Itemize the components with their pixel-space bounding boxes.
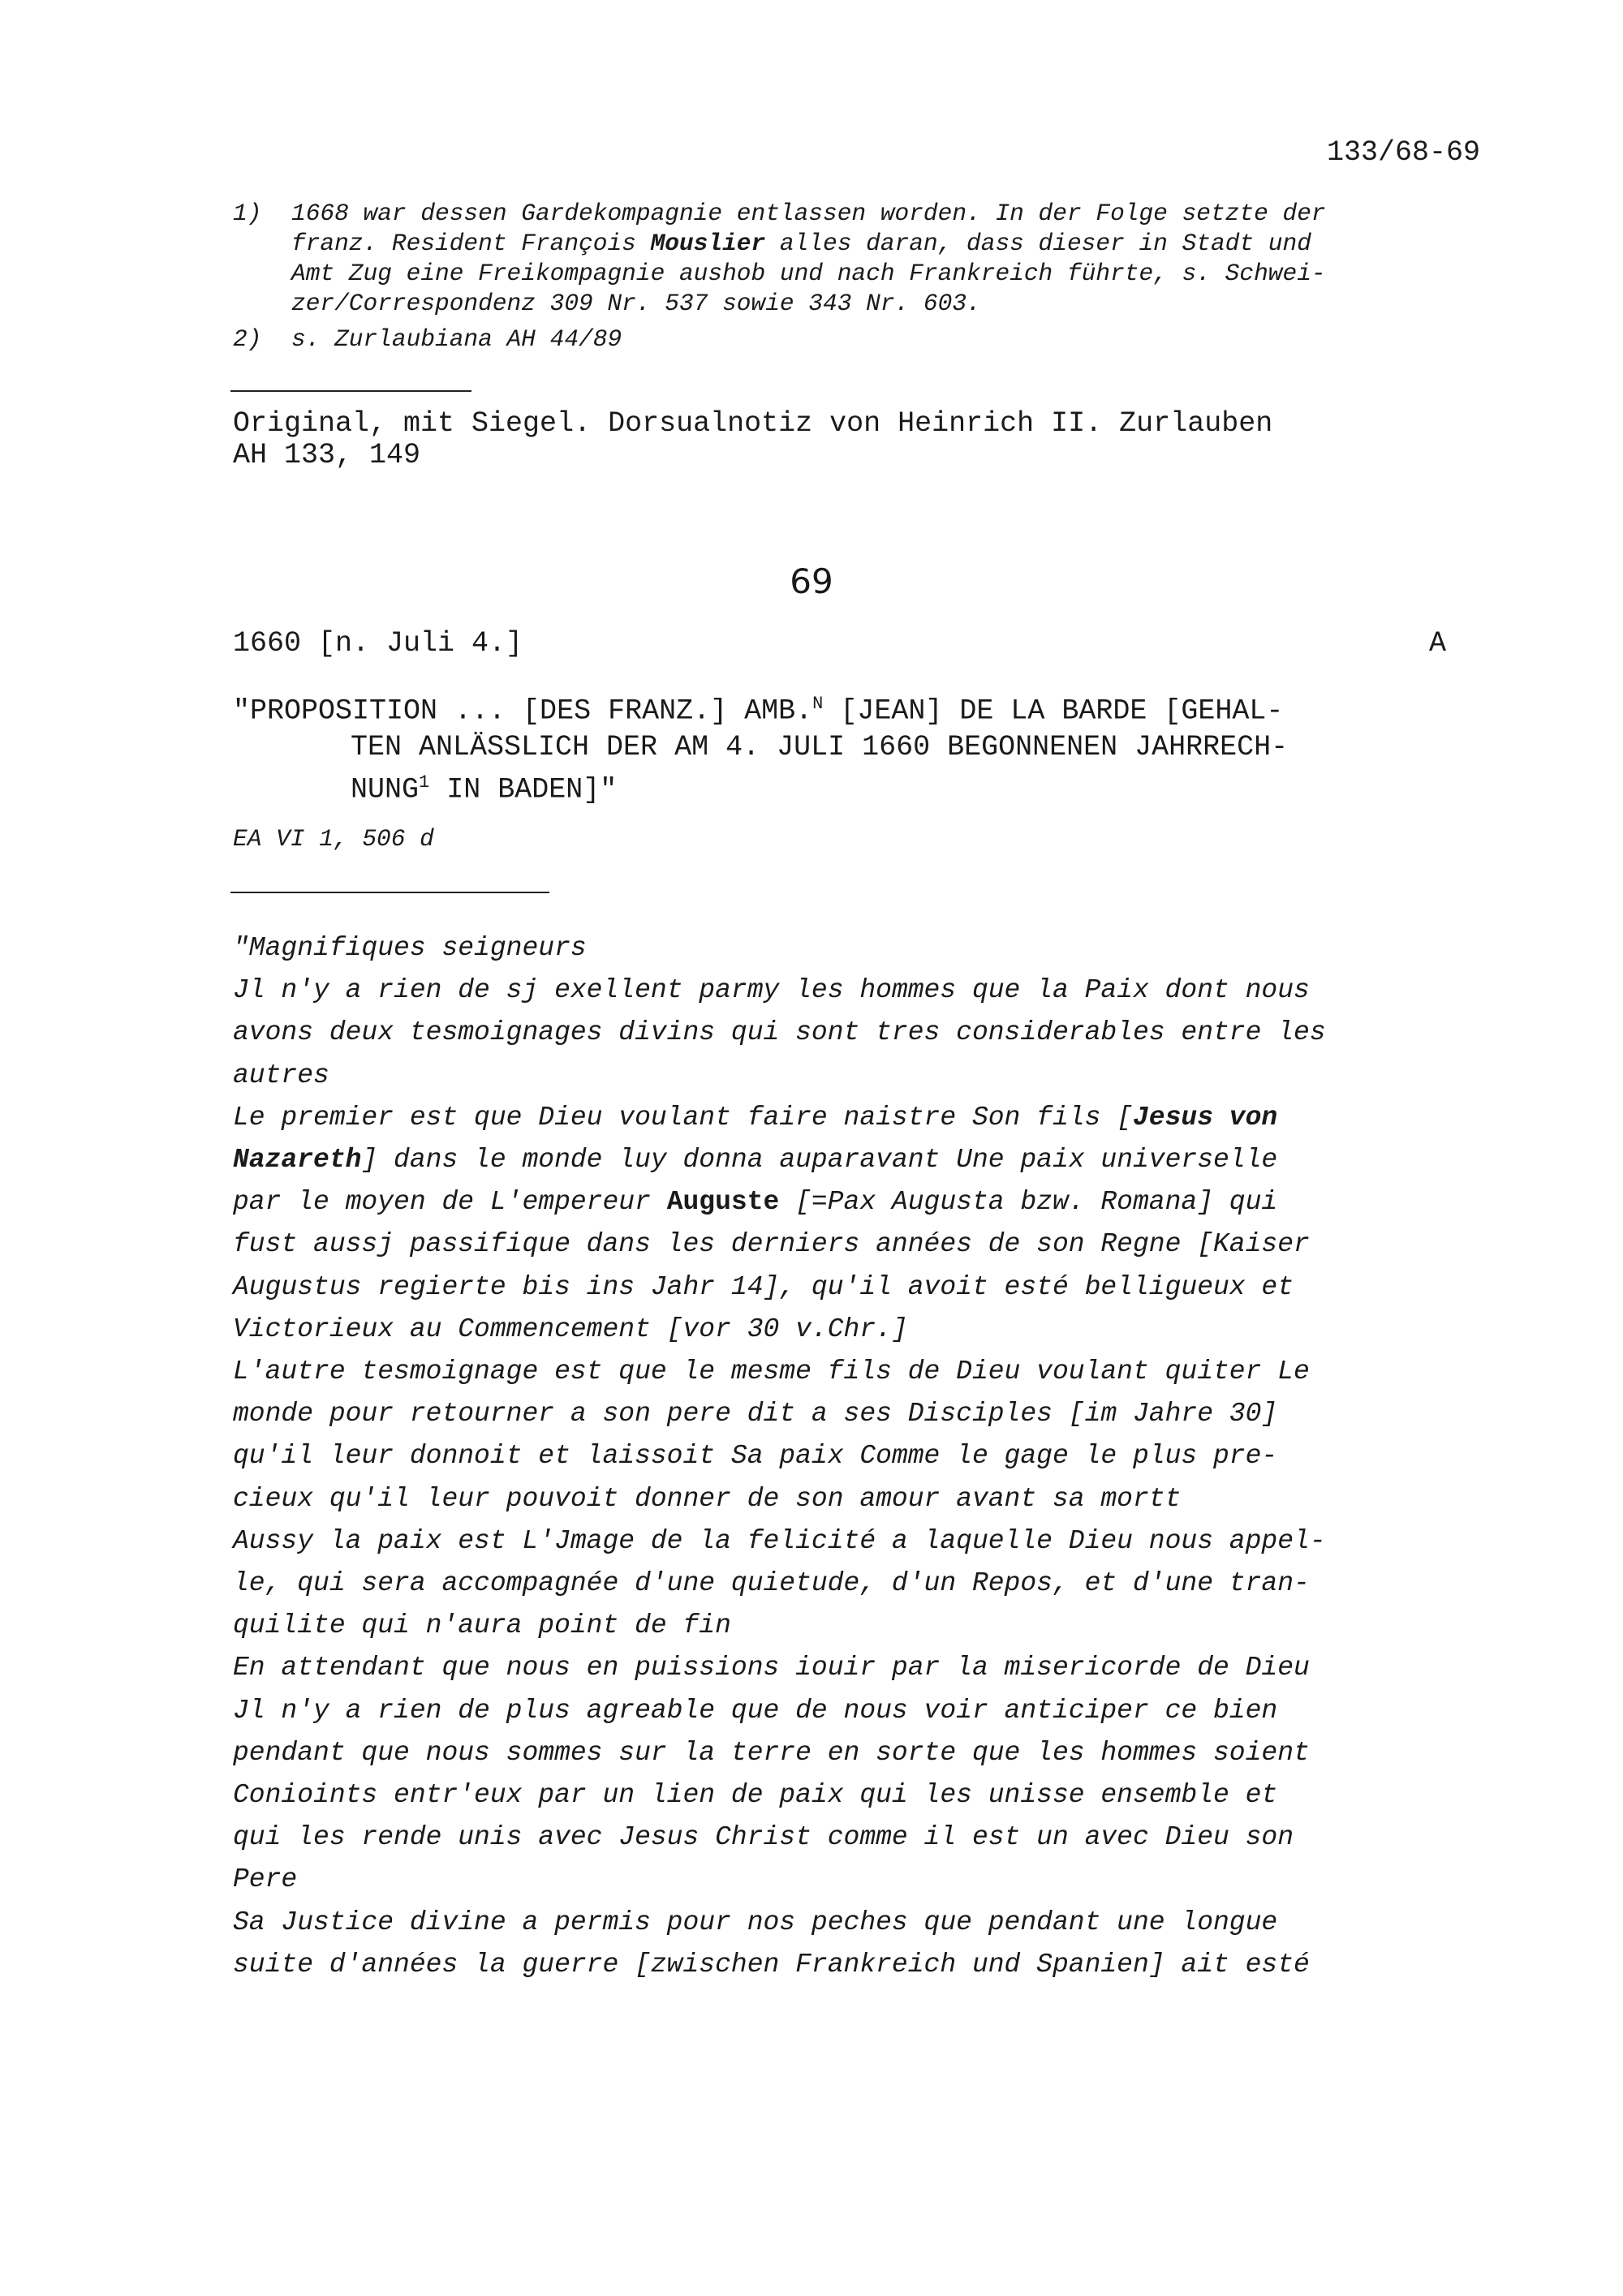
footnote-separator xyxy=(230,390,471,392)
name-auguste: Auguste xyxy=(666,1187,780,1218)
document-number: 69 xyxy=(790,561,833,601)
title-separator xyxy=(230,892,549,893)
footnote-text: s. Zurlaubiana AH 44/89 xyxy=(291,325,622,353)
footnote-2 xyxy=(233,325,1483,355)
footnote-text: 1668 war dessen Gardekompagnie entlassen worden. In der Folge setzte der franz. Resident François Mouslier alles daran, dass dieser in Stadt und Amt Zug eine Freikompagnie aushob und nach Frankreich führte, s. Schwei- zer/Correspondenz 309 Nr. 537 sowie 343 Nr. 603. xyxy=(291,200,1326,317)
document-letter: A xyxy=(1428,627,1446,660)
source-note-line: AH 133, 149 xyxy=(233,439,421,471)
source-note-line: Original, mit Siegel. Dorsualnotiz von Heinrich II. Zurlauben xyxy=(233,407,1273,440)
footnote-number: 2) xyxy=(233,325,262,353)
source-note xyxy=(233,408,1272,471)
document-reference: EA VI 1, 506 d xyxy=(233,825,434,853)
document-title: "PROPOSITION ... [DES FRANZ.] AMB.$^N$ [JEAN] DE LA BARDE [GEHAL- TEN ANLÄSSLICH DER AM 4. JULI 1660 BEGONNENEN JAHRRECH- NUNG$^1$ IN BADEN]" xyxy=(233,694,1289,806)
name-jesus: Jesus von xyxy=(1132,1102,1278,1133)
document-body: "Magnifiques seigneurs Jl n'y a rien de sj exellent parmy les hommes que la Paix dont nous avons deux tesmoignages divins qui sont tres considerables entre les autres Le premier est que Dieu voulant faire naistre Son fils [Jesus von Nazareth] dans le monde luy donna auparavant Une paix universelle par le moyen de L'empereur Auguste [=Pax Augusta bzw. Romana] qui fust aussj passifique dans les derniers années de son Regne [Kaiser Augustus regierte bis ins Jahr 14], qu'il avoit esté belligueux et Victorieux au Commencement [vor 30 v.Chr.] L'autre tesmoignage est que le mesme fils de Dieu voulant quiter Le monde pour retourner a son pere dit a ses Disciples [im Jahre 30] qu'il leur donnoit et laissoit Sa paix Comme le gage le plus pre- cieux qu'il leur pouvoit donner de son amour avant sa mortt Aussy la paix est L'Jmage de la felicité a laquelle Dieu nous appel- le, qui sera accompagnée d'une quietude, d'un Repos, et d'une tran- quilite qui n'aura point de fin En attendant que nous en puissions iouir par la misericorde de Dieu Jl n'y a rien de plus agreable que de nous voir anticiper ce bien pendant que nous sommes sur la terre en sorte que les hommes soient Conioints entr'eux par un lien de paix qui les unisse ensemble et qui les rende unis avec Jesus Christ comme il est un avec Dieu son Pere Sa Justice divine a permis pour nos peches que pendant une longue suite d'années la guerre [zwischen Frankreich und Spanien] ait esté xyxy=(233,933,1326,1980)
footnote-number: 1) xyxy=(233,200,262,227)
document-date: 1660 [n. Juli 4.] xyxy=(233,627,523,660)
page-reference: 133/68-69 xyxy=(1326,136,1480,169)
name-nazareth: Nazareth xyxy=(233,1145,362,1176)
footnote-1 xyxy=(233,199,1483,319)
name-mouslier: Mouslier xyxy=(650,230,766,257)
